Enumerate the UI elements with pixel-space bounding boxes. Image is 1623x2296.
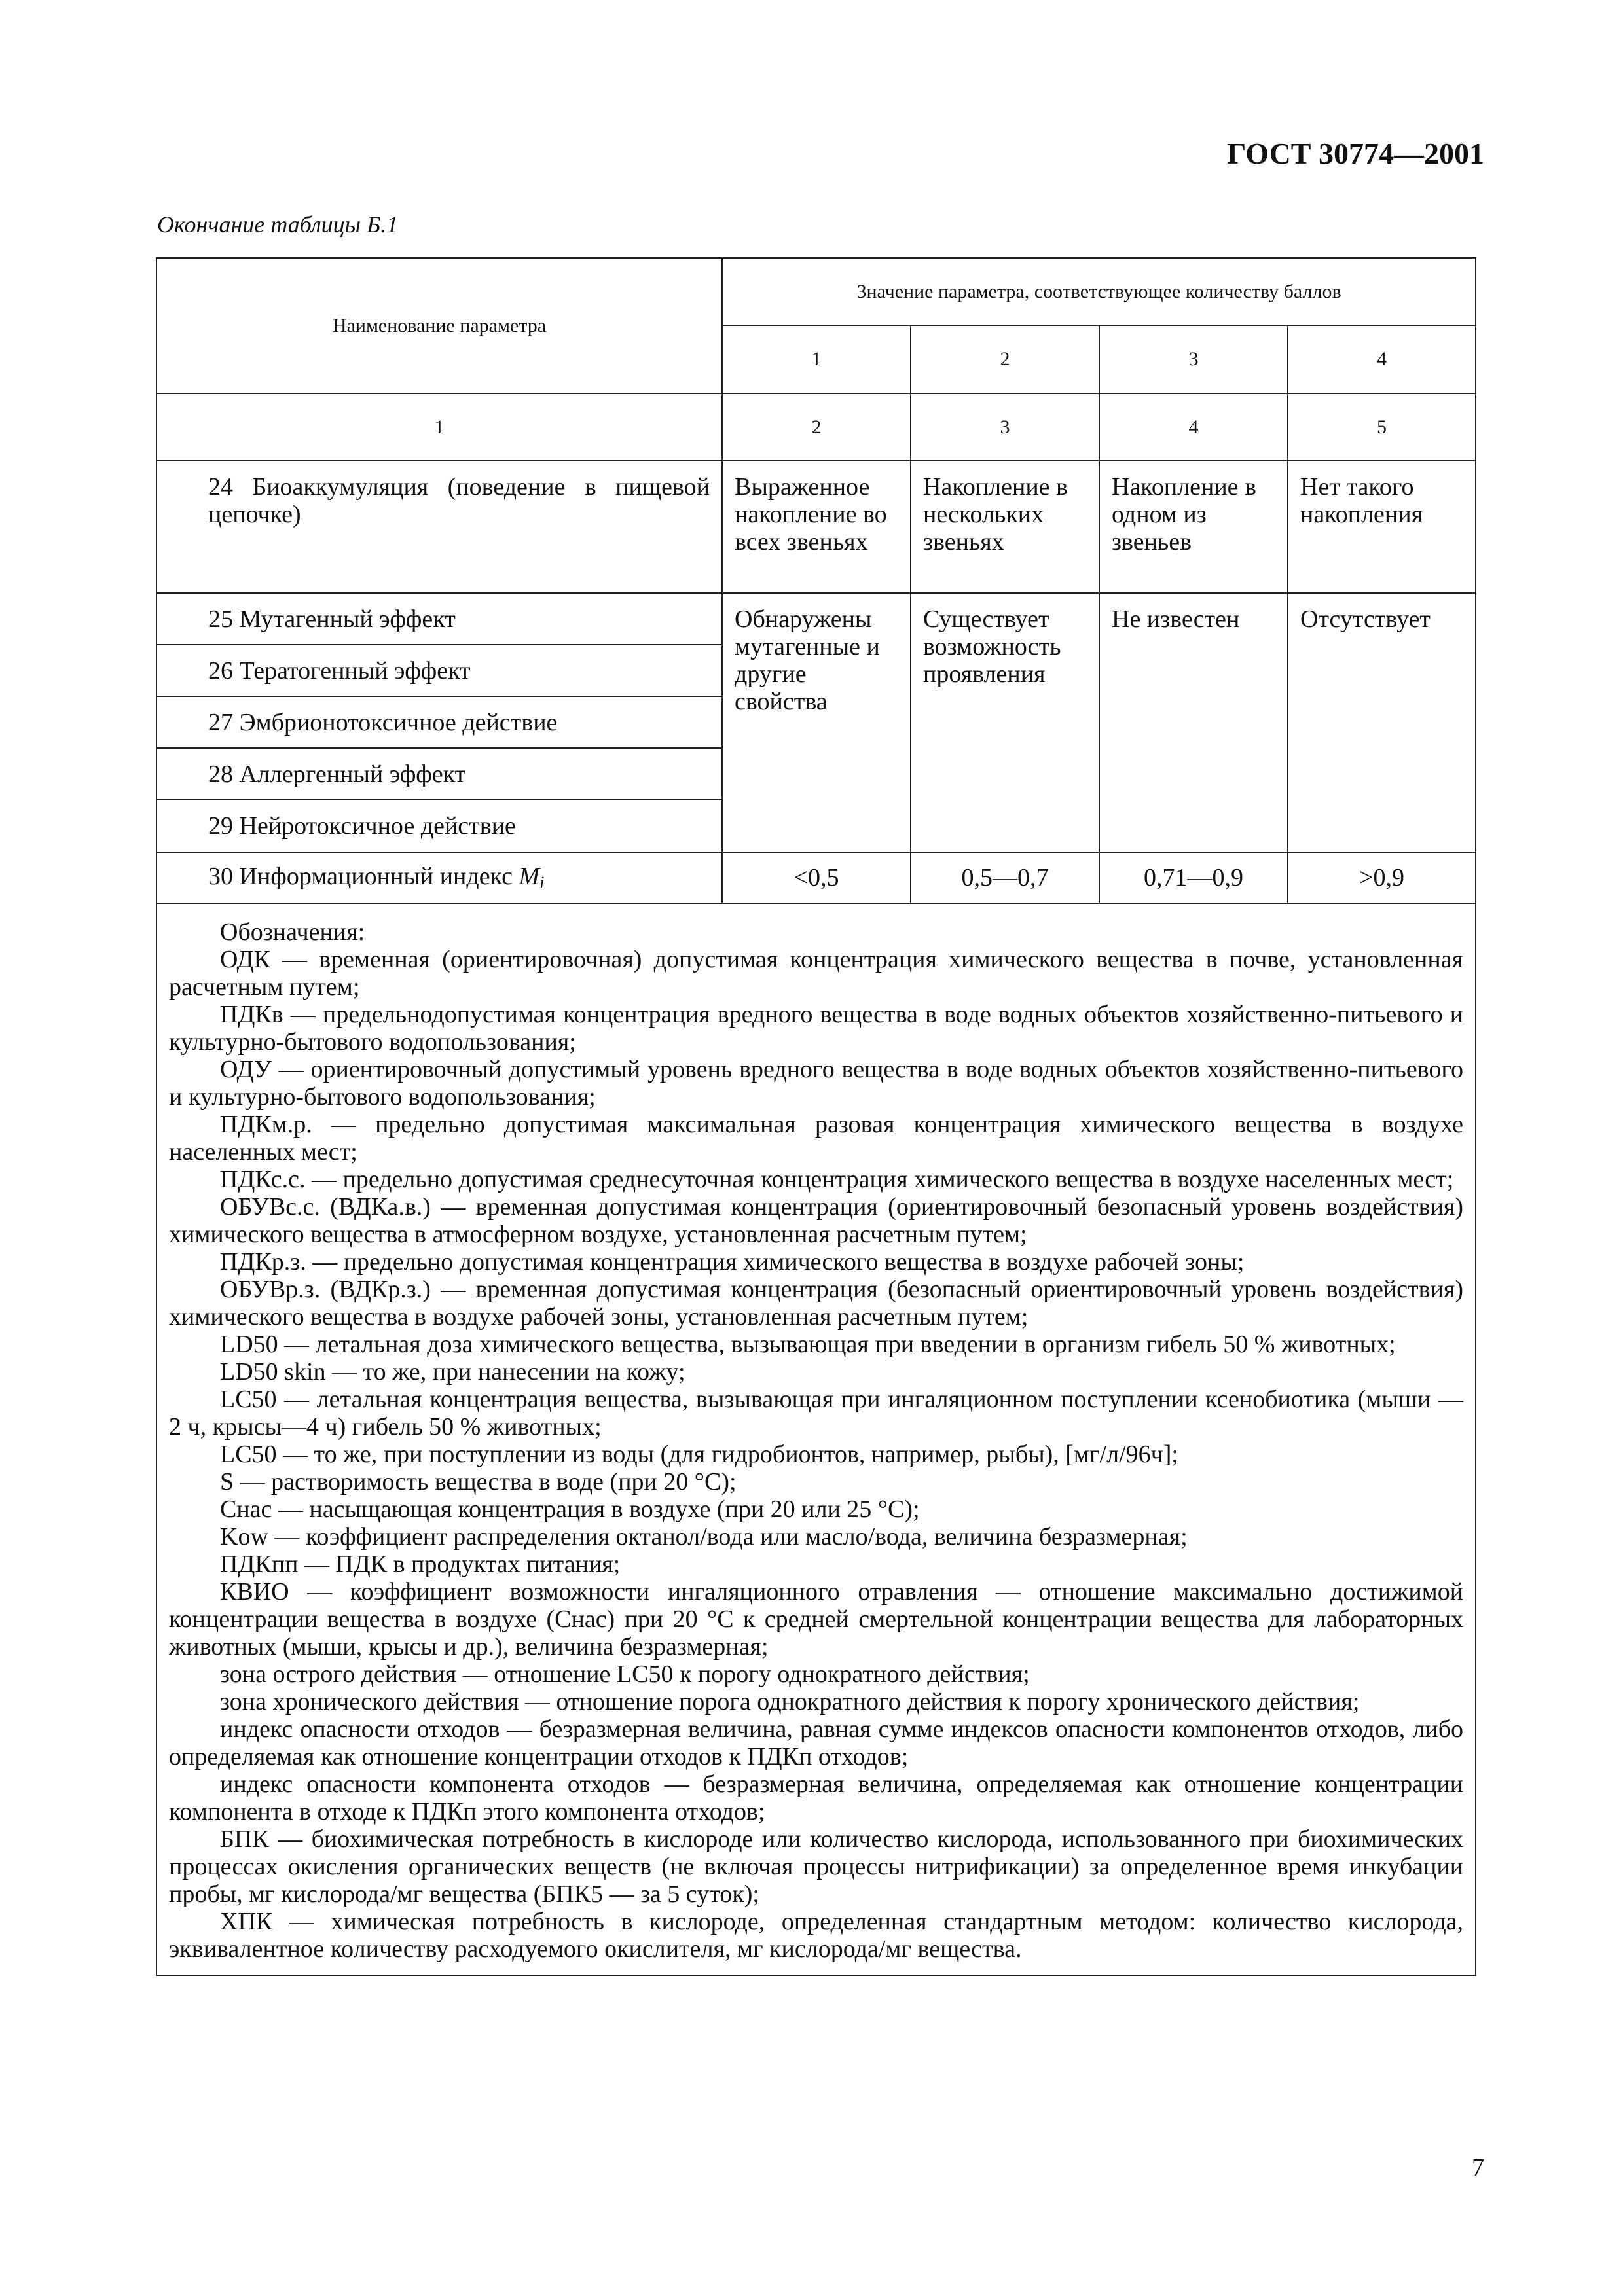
note-item: ОДУ — ориентировочный допустимый уровень вредного вещества в воде водных объектов хозяйственно-питьевого и культурно-бытового водопользования; — [169, 1056, 1464, 1111]
note-item: индекс опасности отходов — безразмерная величина, равная сумме индексов опасности компонентов отходов, либо определяемая как отношение концентрации отходов к ПДКп отходов; — [169, 1715, 1464, 1770]
note-item: ПДКв — предельнодопустимая концентрация вредного вещества в воде водных объектов хозяйственно-питьевого и культурно-бытового водопользования; — [169, 1001, 1464, 1056]
group-score-1: Обнаружены мутагенные и другие свойства — [722, 593, 911, 852]
note-item: ОБУВр.з. (ВДКр.з.) — временная допустимая концентрация (безопасный ориентировочный уровень воздействия) химического вещества в воздухе рабочей зоны, установленная расчетным путем; — [169, 1276, 1464, 1331]
note-item: LC50 — летальная концентрация вещества, вызывающая при ингаляционном поступлении ксенобиотика (мыши — 2 ч, крысы—4 ч) гибель 50 % животных; — [169, 1386, 1464, 1441]
table-caption: Окончание таблицы Б.1 — [157, 211, 399, 238]
note-item: ОДК — временная (ориентировочная) допустимая концентрация химического вещества в почве, установленная расчетным путем; — [169, 946, 1464, 1001]
document-id: ГОСТ 30774—2001 — [1227, 137, 1484, 170]
row-24-score-2: Накопление в нескольких звеньях — [911, 461, 1099, 593]
row-30-score-3: 0,71—0,9 — [1099, 852, 1288, 903]
header-param-name: Наименование параметра — [156, 258, 722, 393]
header-score-4: 4 — [1288, 325, 1476, 393]
notes-list — [169, 918, 1463, 1963]
row-30-score-2: 0,5—0,7 — [911, 852, 1099, 903]
table-row — [156, 593, 1476, 645]
group-score-4: Отсутствует — [1288, 593, 1476, 852]
note-item: ПДКр.з. — предельно допустимая концентрация химического вещества в воздухе рабочей зоны; — [220, 1248, 1245, 1276]
note-item: ХПК — химическая потребность в кислороде, определенная стандартным методом: количество кислорода, эквивалентное количеству расходуемого окислителя, мг кислорода/мг вещества. — [169, 1908, 1464, 1963]
row-26-name: 26 Тератогенный эффект — [156, 645, 722, 696]
row-24-name: 24 Биоаккумуляция (поведение в пищевой цепочке) — [156, 461, 722, 593]
column-number-5: 5 — [1288, 393, 1476, 461]
note-item: Kow — коэффициент распределения октанол/вода или масло/вода, величина безразмерная; — [220, 1523, 1188, 1551]
note-item: зона хронического действия — отношение порога однократного действия к порогу хронического действия; — [220, 1688, 1360, 1715]
row-24-score-3: Накопление в одном из звеньев — [1099, 461, 1288, 593]
note-item: индекс опасности компонента отходов — безразмерная величина, определяемая как отношение концентрации компонента в отходе к ПДКп этого компонента отходов; — [169, 1770, 1464, 1825]
parameter-table — [156, 257, 1476, 1976]
header-value: Значение параметра, соответствующее количеству баллов — [722, 258, 1476, 325]
column-number-4: 4 — [1099, 393, 1288, 461]
note-item: ОБУВс.с. (ВДКа.в.) — временная допустимая концентрация (ориентировочный безопасный уровень воздействия) химического вещества в атмосферном воздухе, установленная расчетным путем; — [169, 1193, 1464, 1248]
row-28-name: 28 Аллергенный эффект — [156, 748, 722, 800]
header-score-2: 2 — [911, 325, 1099, 393]
table-row — [156, 852, 1476, 903]
note-item: ПДКс.с. — предельно допустимая среднесуточная концентрация химического вещества в воздухе населенных мест; — [220, 1166, 1454, 1193]
group-score-2: Существует возможность проявления — [911, 593, 1099, 852]
note-item: Снас — насыщающая концентрация в воздухе (при 20 или 25 °С); — [220, 1496, 920, 1523]
note-item: КВИО — коэффициент возможности ингаляционного отравления — отношение максимально достижимой концентрации вещества в воздухе (Снас) при 20 °С к средней смертельной концентрации вещества для лабораторных животных (мыши, крысы и др.), величина безразмерная; — [169, 1578, 1464, 1660]
column-number-1: 1 — [156, 393, 722, 461]
row-25-name: 25 Мутагенный эффект — [156, 593, 722, 645]
note-item: LC50 — то же, при поступлении из воды (для гидробионтов, например, рыбы), [мг/л/96ч]; — [220, 1441, 1178, 1468]
header-score-3: 3 — [1099, 325, 1288, 393]
row-24-score-4: Нет такого накопления — [1288, 461, 1476, 593]
note-item: LD50 — летальная доза химического вещества, вызывающая при введении в организм гибель 50 % животных; — [220, 1331, 1396, 1358]
note-item: ПДКм.р. — предельно допустимая максимальная разовая концентрация химического вещества в воздухе населенных мест; — [169, 1111, 1464, 1166]
note-item: БПК — биохимическая потребность в кислороде или количество кислорода, использованного при биохимических процессах окисления органических веществ (не включая процессы нитрификации) за определенное время инкубации пробы, мг кислорода/мг вещества (БПК5 — за 5 суток); — [169, 1825, 1464, 1908]
note-item: Обозначения: — [220, 918, 365, 946]
column-number-2: 2 — [722, 393, 911, 461]
page-number: 7 — [1472, 2154, 1484, 2181]
row-24-score-1: Выраженное накопление во всех звеньях — [722, 461, 911, 593]
note-item: зона острого действия — отношение LC50 к порогу однократного действия; — [220, 1660, 1030, 1688]
column-number-3: 3 — [911, 393, 1099, 461]
row-30-score-1: <0,5 — [722, 852, 911, 903]
row-30-name: 30 Информационный индекс $M_i$ — [156, 852, 722, 903]
notes-cell — [156, 903, 1476, 1975]
note-item: ПДКпп — ПДК в продуктах питания; — [220, 1551, 621, 1578]
row-29-name: 29 Нейротоксичное действие — [156, 800, 722, 852]
table-row — [156, 461, 1476, 593]
note-item: LD50 skin — то же, при нанесении на кожу; — [220, 1358, 685, 1386]
group-score-3: Не известен — [1099, 593, 1288, 852]
row-27-name: 27 Эмбрионотоксичное действие — [156, 696, 722, 748]
header-score-1: 1 — [722, 325, 911, 393]
note-item: S — растворимость вещества в воде (при 20 °С); — [220, 1468, 737, 1496]
row-30-score-4: >0,9 — [1288, 852, 1476, 903]
